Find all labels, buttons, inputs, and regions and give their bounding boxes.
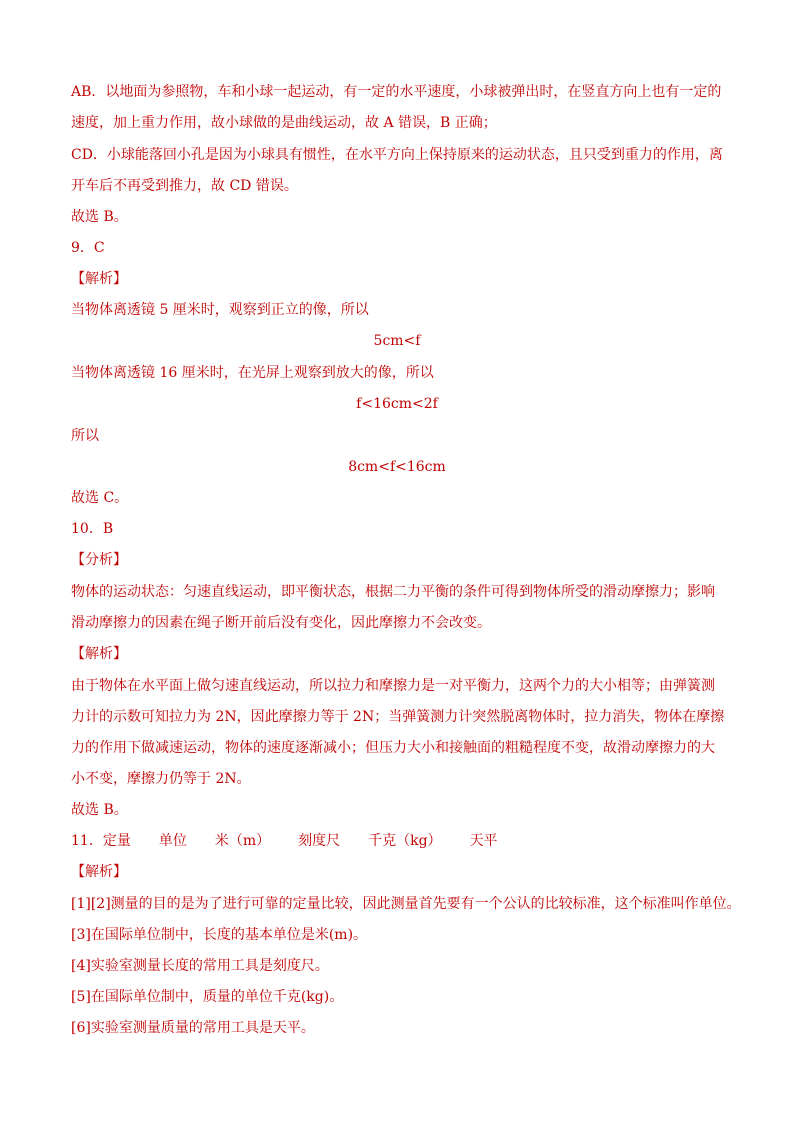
- text-line: 故选 B。: [71, 802, 128, 818]
- text-line: [3]在国际单位制中，长度的基本单位是米(m)。: [71, 927, 368, 943]
- text-line: 力计的示数可知拉力为 2N，因此摩擦力等于 2N；当弹簧测力计突然脱离物体时，拉力消失，物体在摩擦: [71, 709, 725, 725]
- text-line: 当物体离透镜 5 厘米时，观察到正立的像，所以: [71, 302, 369, 318]
- answer-blank: 米（m）: [214, 833, 271, 849]
- text-line: 开车后不再受到推力，故 CD 错误。: [71, 178, 298, 194]
- answer-blank: 千克（kg）: [368, 833, 442, 849]
- formula: 5cm<f: [373, 333, 421, 349]
- section-heading: 【解析】: [71, 646, 127, 662]
- text-line: 故选 B。: [71, 209, 128, 225]
- text-line: CD．小球能落回小孔是因为小球具有惯性，在水平方向上保持原来的运动状态，且只受到重力的作用，离: [71, 147, 723, 163]
- text-line: 小不变，摩擦力仍等于 2N。: [71, 771, 251, 787]
- text-line: 当物体离透镜 16 厘米时，在光屏上观察到放大的像，所以: [71, 365, 434, 381]
- answer-blank: 天平: [469, 833, 498, 849]
- text-line: 力的作用下做减速运动，物体的速度逐渐减小；但压力大小和接触面的粗糙程度不变，故滑动摩擦力的大: [71, 740, 715, 756]
- text-line: [5]在国际单位制中，质量的单位千克(kg)。: [71, 989, 344, 1005]
- section-heading: 【分析】: [71, 552, 127, 568]
- section-heading: 【解析】: [71, 864, 127, 880]
- text-line: 速度，加上重力作用，故小球做的是曲线运动，故 A 错误，B 正确；: [71, 115, 497, 131]
- formula: f<16cm<2f: [356, 396, 438, 412]
- answer-number: 10．B: [71, 521, 114, 537]
- answer-number: 11．定量: [71, 833, 131, 849]
- text-line: 由于物体在水平面上做匀速直线运动，所以拉力和摩擦力是一对平衡力，这两个力的大小相等；由弹簧测: [71, 678, 715, 694]
- text-line: AB．以地面为参照物，车和小球一起运动，有一定的水平速度，小球被弹出时，在竖直方向上也有一定的: [71, 84, 722, 100]
- answer-blank: 单位: [158, 833, 187, 849]
- text-line: [4]实验室测量长度的常用工具是刻度尺。: [71, 958, 329, 974]
- answer-blank: 刻度尺: [298, 833, 341, 849]
- answer-row: [71, 831, 498, 851]
- text-line: 所以: [71, 428, 99, 444]
- text-line: 物体的运动状态：匀速直线运动，即平衡状态，根据二力平衡的条件可得到物体所受的滑动摩擦力；影响: [71, 584, 715, 600]
- text-line: [6]实验室测量质量的常用工具是天平。: [71, 1020, 315, 1036]
- text-line: 故选 C。: [71, 490, 129, 506]
- text-line: 滑动摩擦力的因素在绳子断开前后没有变化，因此摩擦力不会改变。: [71, 615, 491, 631]
- formula: 8cm<f<16cm: [348, 459, 446, 475]
- text-line: [1][2]测量的目的是为了进行可靠的定量比较，因此测量首先要有一个公认的比较标准，这个标准叫作单位。: [71, 896, 741, 912]
- answer-number: 9．C: [71, 240, 105, 256]
- section-heading: 【解析】: [71, 271, 127, 287]
